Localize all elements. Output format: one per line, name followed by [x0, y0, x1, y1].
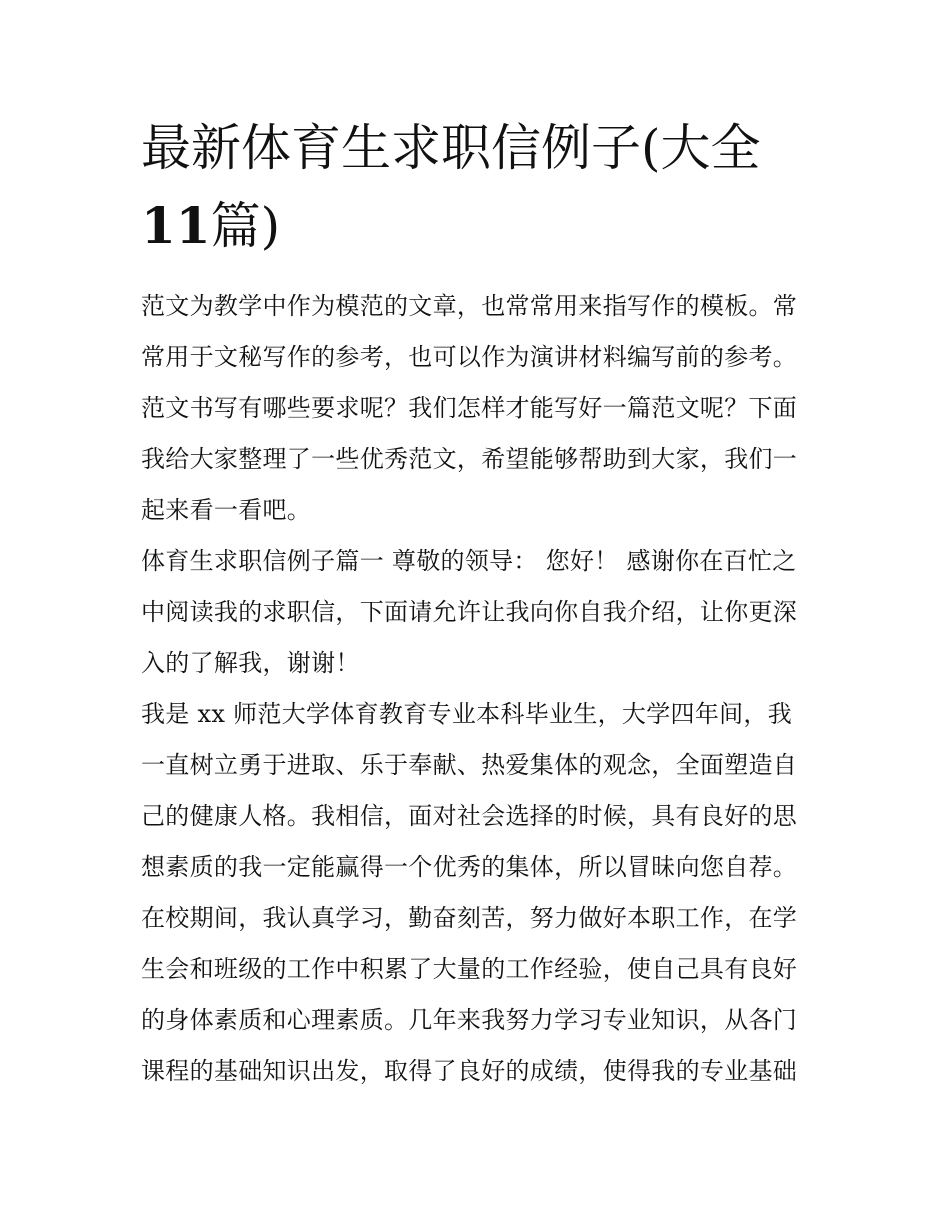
document-body — [141, 281, 811, 1097]
body-line: 中阅读我的求职信，下面请允许让我向你自我介绍，让你更深 — [141, 598, 798, 626]
body-line: 体育生求职信例子篇一 尊敬的领导： 您好！ 感谢你在百忙之 — [141, 547, 797, 575]
body-line: 生会和班级的工作中积累了大量的工作经验，使自己具有良好 — [141, 955, 798, 983]
body-line: 范文书写有哪些要求呢？我们怎样才能写好一篇范文呢？下面 — [141, 394, 798, 422]
document-content — [141, 110, 811, 1097]
body-line: 课程的基础知识出发，取得了良好的成绩，使得我的专业基础 — [141, 1057, 798, 1085]
body-line: 常用于文秘写作的参考，也可以作为演讲材料编写前的参考。 — [141, 343, 798, 371]
body-line: 我给大家整理了一些优秀范文，希望能够帮助到大家，我们一 — [141, 445, 798, 473]
body-line: 在校期间，我认真学习，勤奋刻苦，努力做好本职工作，在学 — [141, 904, 798, 932]
body-line: 一直树立勇于进取、乐于奉献、热爱集体的观念，全面塑造自 — [141, 751, 798, 779]
body-line: 入的了解我，谢谢！ — [141, 649, 360, 677]
body-line: 起来看一看吧。 — [141, 496, 312, 524]
body-line: 想素质的我一定能赢得一个优秀的集体，所以冒昧向您自荐。 — [141, 853, 798, 881]
body-line: 的身体素质和心理素质。几年来我努力学习专业知识，从各门 — [141, 1006, 798, 1034]
body-line: 范文为教学中作为模范的文章，也常常用来指写作的模板。常 — [141, 292, 798, 320]
body-line: 我是 xx 师范大学体育教育专业本科毕业生，大学四年间，我 — [141, 700, 793, 728]
body-line: 己的健康人格。我相信，面对社会选择的时候，具有良好的思 — [141, 802, 798, 830]
document-title: 最新体育生求职信例子(大全11篇) — [141, 119, 761, 255]
